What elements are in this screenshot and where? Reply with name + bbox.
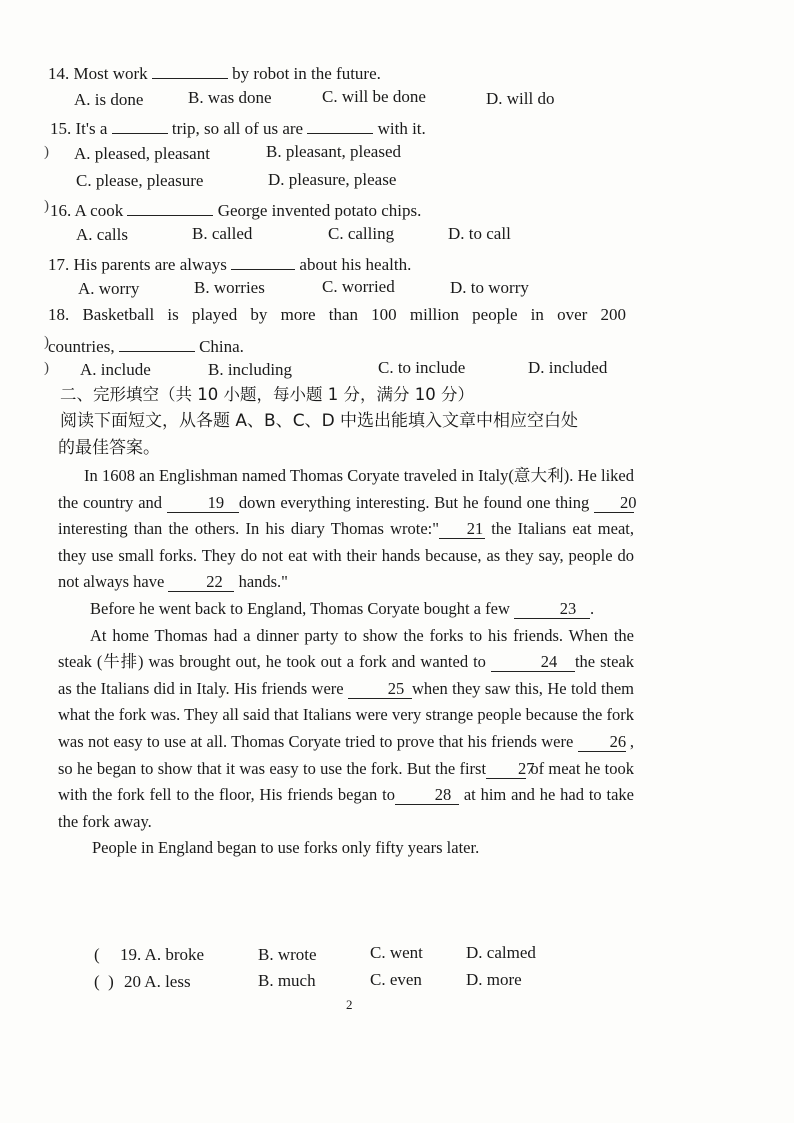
section-instruction: 阅读下面短文，从各题 A、B、C、D 中选出能填入文章中相应空白处 <box>60 411 579 431</box>
q18-stem-2: countries, <box>48 337 115 356</box>
q14-option-a: A. is done <box>74 90 144 109</box>
blank-20: 20 <box>594 494 634 513</box>
q16-option-d: D. to call <box>448 224 511 243</box>
passage-text: when they saw this, He told them what the fork was. They all said that Italians were very strange people because the fork was not easy to use at all. Thomas Coryate tried to prove that his friends were <box>58 678 634 751</box>
q18-stem-end: China. <box>199 337 244 356</box>
cloze-passage <box>58 463 637 862</box>
section-instruction-2: 的最佳答案。 <box>58 438 160 458</box>
q16-blank <box>127 197 213 216</box>
passage-text: In 1608 an Englishman named Thomas Coryate traveled in Italy(意大利). He liked the country and <box>58 466 634 512</box>
blank-27: 27 <box>486 760 526 779</box>
passage-text: the Italians eat meat, they use small forks. They do not eat with their hands because, as they say, people do not always have <box>58 519 634 592</box>
cloze-19-option-a: 19. A. broke <box>120 945 205 964</box>
question-16 <box>50 197 421 221</box>
q16-option-a: A. calls <box>76 225 128 244</box>
margin-mark: ) <box>44 360 49 376</box>
q15-option-d: D. pleasure, please <box>268 170 397 189</box>
q17-stem-end: about his health. <box>299 255 412 274</box>
q16-option-b: B. called <box>192 224 253 243</box>
passage-text: Before he went back to England, Thomas Coryate bought a few <box>90 598 510 618</box>
cloze-20-bracket: ( ) <box>94 972 114 991</box>
cloze-20-option-d: D. more <box>466 970 522 989</box>
passage-text: At home Thomas had a dinner party to show the forks to his friends. When the steak (牛排) was brought out, he took out a fork and wanted to <box>58 625 634 672</box>
q18-option-b: B. including <box>208 360 293 379</box>
passage-text: . <box>590 598 595 618</box>
q15-option-a: A. pleased, pleasant <box>74 144 210 163</box>
q16-stem: 16. A cook <box>50 201 124 220</box>
section-heading: 二、完形填空（共 10 小题，每小题 1 分，满分 10 分） <box>60 385 474 404</box>
cloze-19-option-b: B. wrote <box>258 945 317 964</box>
q14-stem: 14. Most work <box>48 64 148 83</box>
blank-21: 21 <box>439 520 485 539</box>
cloze-19-option-c: C. went <box>370 943 423 962</box>
q18-option-c: C. to include <box>378 358 466 377</box>
passage-paragraph-3 <box>58 623 634 836</box>
q18-blank <box>119 333 195 352</box>
passage-paragraph-1 <box>58 463 637 596</box>
q14-option-d: D. will do <box>486 89 555 108</box>
passage-text: , so he began to show that it was easy to use the fork. But the first <box>58 731 635 778</box>
question-14 <box>48 60 381 84</box>
cloze-19-option-d: D. calmed <box>466 943 536 962</box>
passage-text: of meat he took with the fork fell to the floor, His friends began to <box>58 758 634 805</box>
q18-option-d: D. included <box>528 358 608 377</box>
q14-blank <box>152 60 228 79</box>
q16-option-c: C. calling <box>328 224 395 243</box>
blank-25: 25 <box>348 680 412 699</box>
margin-mark: ) <box>44 144 49 160</box>
q14-stem-end: by robot in the future. <box>232 64 381 83</box>
q15-option-c: C. please, pleasure <box>76 171 204 190</box>
page-number: 2 <box>346 997 353 1012</box>
margin-mark: ) <box>44 334 49 350</box>
margin-mark: ) <box>44 198 49 214</box>
q17-option-c: C. worried <box>322 277 395 296</box>
q17-blank <box>231 251 295 270</box>
q17-option-d: D. to worry <box>450 278 529 297</box>
q15-blank-1 <box>112 115 168 134</box>
blank-22: 22 <box>168 573 234 592</box>
question-17 <box>48 251 411 275</box>
q17-option-a: A. worry <box>78 279 140 298</box>
q15-stem-end: with it. <box>377 119 426 138</box>
cloze-20-option-a: 20 A. less <box>124 972 191 991</box>
blank-28: 28 <box>395 786 459 805</box>
q15-stem-mid: trip, so all of us are <box>171 119 304 138</box>
question-18: 18. Basketball is played by more than 100 million people in over 200 <box>48 305 626 324</box>
q15-blank-2 <box>307 115 373 134</box>
blank-23: 23 <box>514 600 590 619</box>
q16-stem-end: George invented potato chips. <box>217 201 422 220</box>
blank-19: 19 <box>167 494 239 513</box>
cloze-20-option-c: C. even <box>370 970 422 989</box>
passage-text: interesting than the others. In his diary Thomas wrote:" <box>58 519 439 539</box>
cloze-20-option-b: B. much <box>258 971 316 990</box>
passage-paragraph-2 <box>58 596 634 623</box>
passage-text: down everything interesting. But he found one thing <box>238 492 590 512</box>
q17-stem: 17. His parents are always <box>48 255 227 274</box>
blank-24: 24 <box>491 653 575 672</box>
question-15 <box>50 115 426 139</box>
q15-stem: 15. It's a <box>50 119 108 138</box>
cloze-19-bracket: ( <box>94 945 100 964</box>
blank-26: 26 <box>578 733 626 752</box>
q15-option-b: B. pleasant, pleased <box>266 142 402 161</box>
q14-option-b: B. was done <box>188 88 272 107</box>
q17-option-b: B. worries <box>194 278 265 297</box>
q18-option-a: A. include <box>80 360 151 379</box>
q14-option-c: C. will be done <box>322 87 426 106</box>
passage-paragraph-4 <box>58 835 634 862</box>
passage-text: hands." <box>238 572 288 592</box>
question-18-line2 <box>48 333 244 357</box>
passage-text: the steak as the Italians did in Italy. His friends were <box>58 652 635 698</box>
passage-text: at him and he had to take the fork away. <box>58 785 635 831</box>
passage-text: People in England began to use forks only fifty years later. <box>92 838 480 858</box>
